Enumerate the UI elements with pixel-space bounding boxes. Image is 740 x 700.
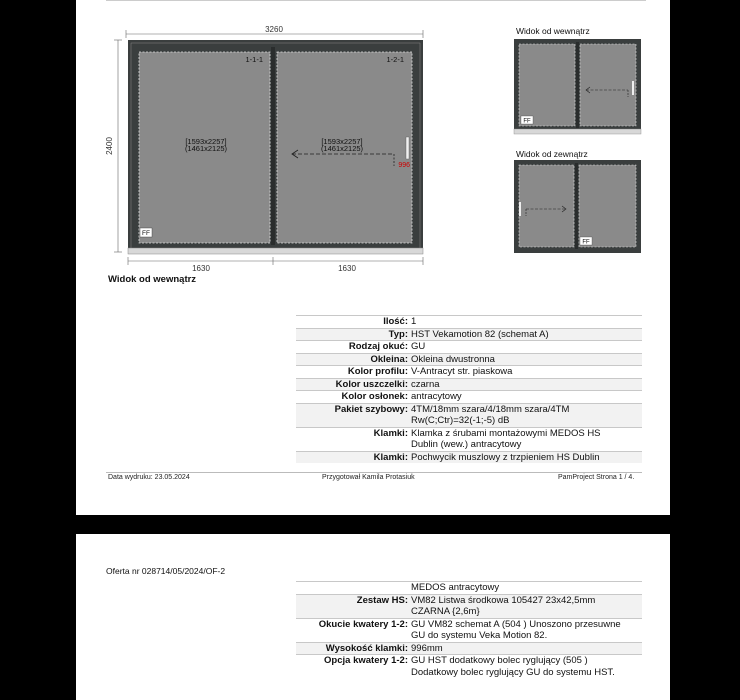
view-outside-thumbnail <box>514 160 642 256</box>
spec-value-line: GU do systemu Veka Motion 82. <box>411 630 548 641</box>
spec-row <box>296 642 642 655</box>
sash-left-id: 1-1-1 <box>245 55 263 64</box>
spec-key: Kolor uszczelki: <box>335 378 408 390</box>
spec-key: Opcja kwatery 1-2: <box>324 655 408 666</box>
view-outside-ff: FF <box>582 239 590 246</box>
spec-value-line: GU HST dodatkowy bolec ryglujący (505 ) <box>411 655 588 666</box>
view-inside-title: Widok od wewnątrz <box>516 26 590 36</box>
spec-value-line: CZARNA {2,6m} <box>411 606 480 617</box>
page-number: PamProject Strona 1 / 4. <box>558 474 635 481</box>
spec-table <box>296 315 642 463</box>
spec-key: Wysokość klamki: <box>325 642 408 654</box>
view-inside-thumbnail <box>514 39 642 135</box>
spec-value-line: Rw(C;Ctr)=32(-1;-5) dB <box>411 415 510 426</box>
document-page-2 <box>76 534 670 700</box>
footer-rule <box>106 472 642 473</box>
document-page-1 <box>76 0 670 515</box>
handle-height-label: 996 <box>398 162 410 169</box>
spec-row <box>296 378 642 391</box>
spec-value <box>411 428 642 451</box>
offer-number: Oferta nr 028714/05/2024/OF-2 <box>106 566 226 576</box>
spec-value-line: MEDOS antracytowy <box>411 582 500 593</box>
drawing-caption: Widok od wewnątrz <box>108 274 197 285</box>
spec-key: Rodzaj okuć: <box>348 341 408 352</box>
spec-key: Zestaw HS: <box>356 594 408 606</box>
spec-value <box>411 619 642 642</box>
sill <box>128 248 423 254</box>
spec-value-line: Okleina dwustronna <box>411 353 495 365</box>
spec-value-line: V-Antracyt str. piaskowa <box>411 366 513 377</box>
spec-value <box>411 329 642 341</box>
spec-key <box>296 582 411 594</box>
spec-value-line: czarna <box>411 378 440 390</box>
right-glass-dim-2: (1461x2125) <box>320 144 364 153</box>
spec-row <box>296 427 642 451</box>
spec-value-line: GU VM82 schemat A (504 ) Unoszono przesuwne <box>411 618 621 630</box>
spec-key: Kolor osłonek: <box>341 391 408 402</box>
spec-key: Kolor profilu: <box>347 366 408 377</box>
spec-value-line: Dublin (wew.) antracytowy <box>411 439 522 450</box>
spec-value-line: 1 <box>411 316 417 327</box>
top-rule <box>106 0 646 1</box>
sash-right-id: 1-2-1 <box>386 55 404 64</box>
spec-row <box>296 594 642 618</box>
spec-row <box>296 403 642 427</box>
spec-value <box>411 391 642 403</box>
prepared-by: Przygotował Kamila Protasiuk <box>322 474 415 481</box>
center-mullion <box>271 47 275 245</box>
spec-value-line: antracytowy <box>411 391 462 402</box>
spec-row <box>296 618 642 642</box>
spec-value-line: HST Vekamotion 82 (schemat A) <box>411 328 549 340</box>
spec-value <box>411 341 642 353</box>
spec-key: Okleina: <box>370 353 408 365</box>
spec-table-continued <box>296 581 642 678</box>
spec-key: Pakiet szybowy: <box>334 403 408 415</box>
left-glass-dim-2: (1461x2125) <box>184 144 228 153</box>
left-glass-dim-1: [1593x2257] <box>185 137 227 146</box>
spec-row <box>296 315 642 328</box>
spec-value-line: Dodatkowy bolec ryglujący GU do systemu HST. <box>411 666 615 678</box>
bottom-right-dimension: 1630 <box>338 264 356 273</box>
spec-row <box>296 340 642 353</box>
spec-row <box>296 328 642 341</box>
ff-marker: FF <box>142 230 150 237</box>
spec-key: Ilość: <box>383 316 408 327</box>
view-outside-title: Widok od zewnątrz <box>516 149 588 159</box>
bottom-left-dimension: 1630 <box>192 264 210 273</box>
spec-value-line: GU <box>411 341 426 352</box>
print-date: Data wydruku: 23.05.2024 <box>108 474 190 481</box>
spec-row <box>296 365 642 378</box>
spec-value <box>411 582 642 594</box>
spec-row <box>296 654 642 678</box>
spec-row <box>296 390 642 403</box>
spec-value-line: VM82 Listwa środkowa 105427 23x42,5mm <box>411 594 596 606</box>
spec-row <box>296 353 642 366</box>
spec-key: Okucie kwatery 1-2: <box>318 618 408 630</box>
spec-row <box>296 581 642 594</box>
spec-value <box>411 655 642 678</box>
spec-key: Klamki: <box>373 427 408 439</box>
spec-value <box>411 643 642 655</box>
height-dimension: 2400 <box>105 137 114 155</box>
spec-value <box>411 354 642 366</box>
spec-value-line: 4TM/18mm szara/4/18mm szara/4TM <box>411 403 570 415</box>
spec-value-line: Klamka z śrubami montażowymi MEDOS HS <box>411 427 601 439</box>
handle-icon <box>406 137 409 159</box>
spec-key: Klamki: <box>373 451 408 463</box>
spec-value <box>411 316 642 328</box>
spec-value <box>411 595 642 618</box>
spec-row <box>296 451 642 464</box>
window-drawing <box>106 20 436 285</box>
spec-value-line: Pochwycik muszlowy z trzpieniem HS Dublin <box>411 451 600 463</box>
view-inside-ff: FF <box>523 118 531 125</box>
spec-value <box>411 379 642 391</box>
right-glass-dim-1: [1593x2257] <box>321 137 363 146</box>
width-dimension: 3260 <box>265 25 283 34</box>
spec-value <box>411 452 642 464</box>
spec-value <box>411 404 642 427</box>
spec-key: Typ: <box>388 328 408 340</box>
spec-value-line: 996mm <box>411 642 443 654</box>
spec-value <box>411 366 642 378</box>
